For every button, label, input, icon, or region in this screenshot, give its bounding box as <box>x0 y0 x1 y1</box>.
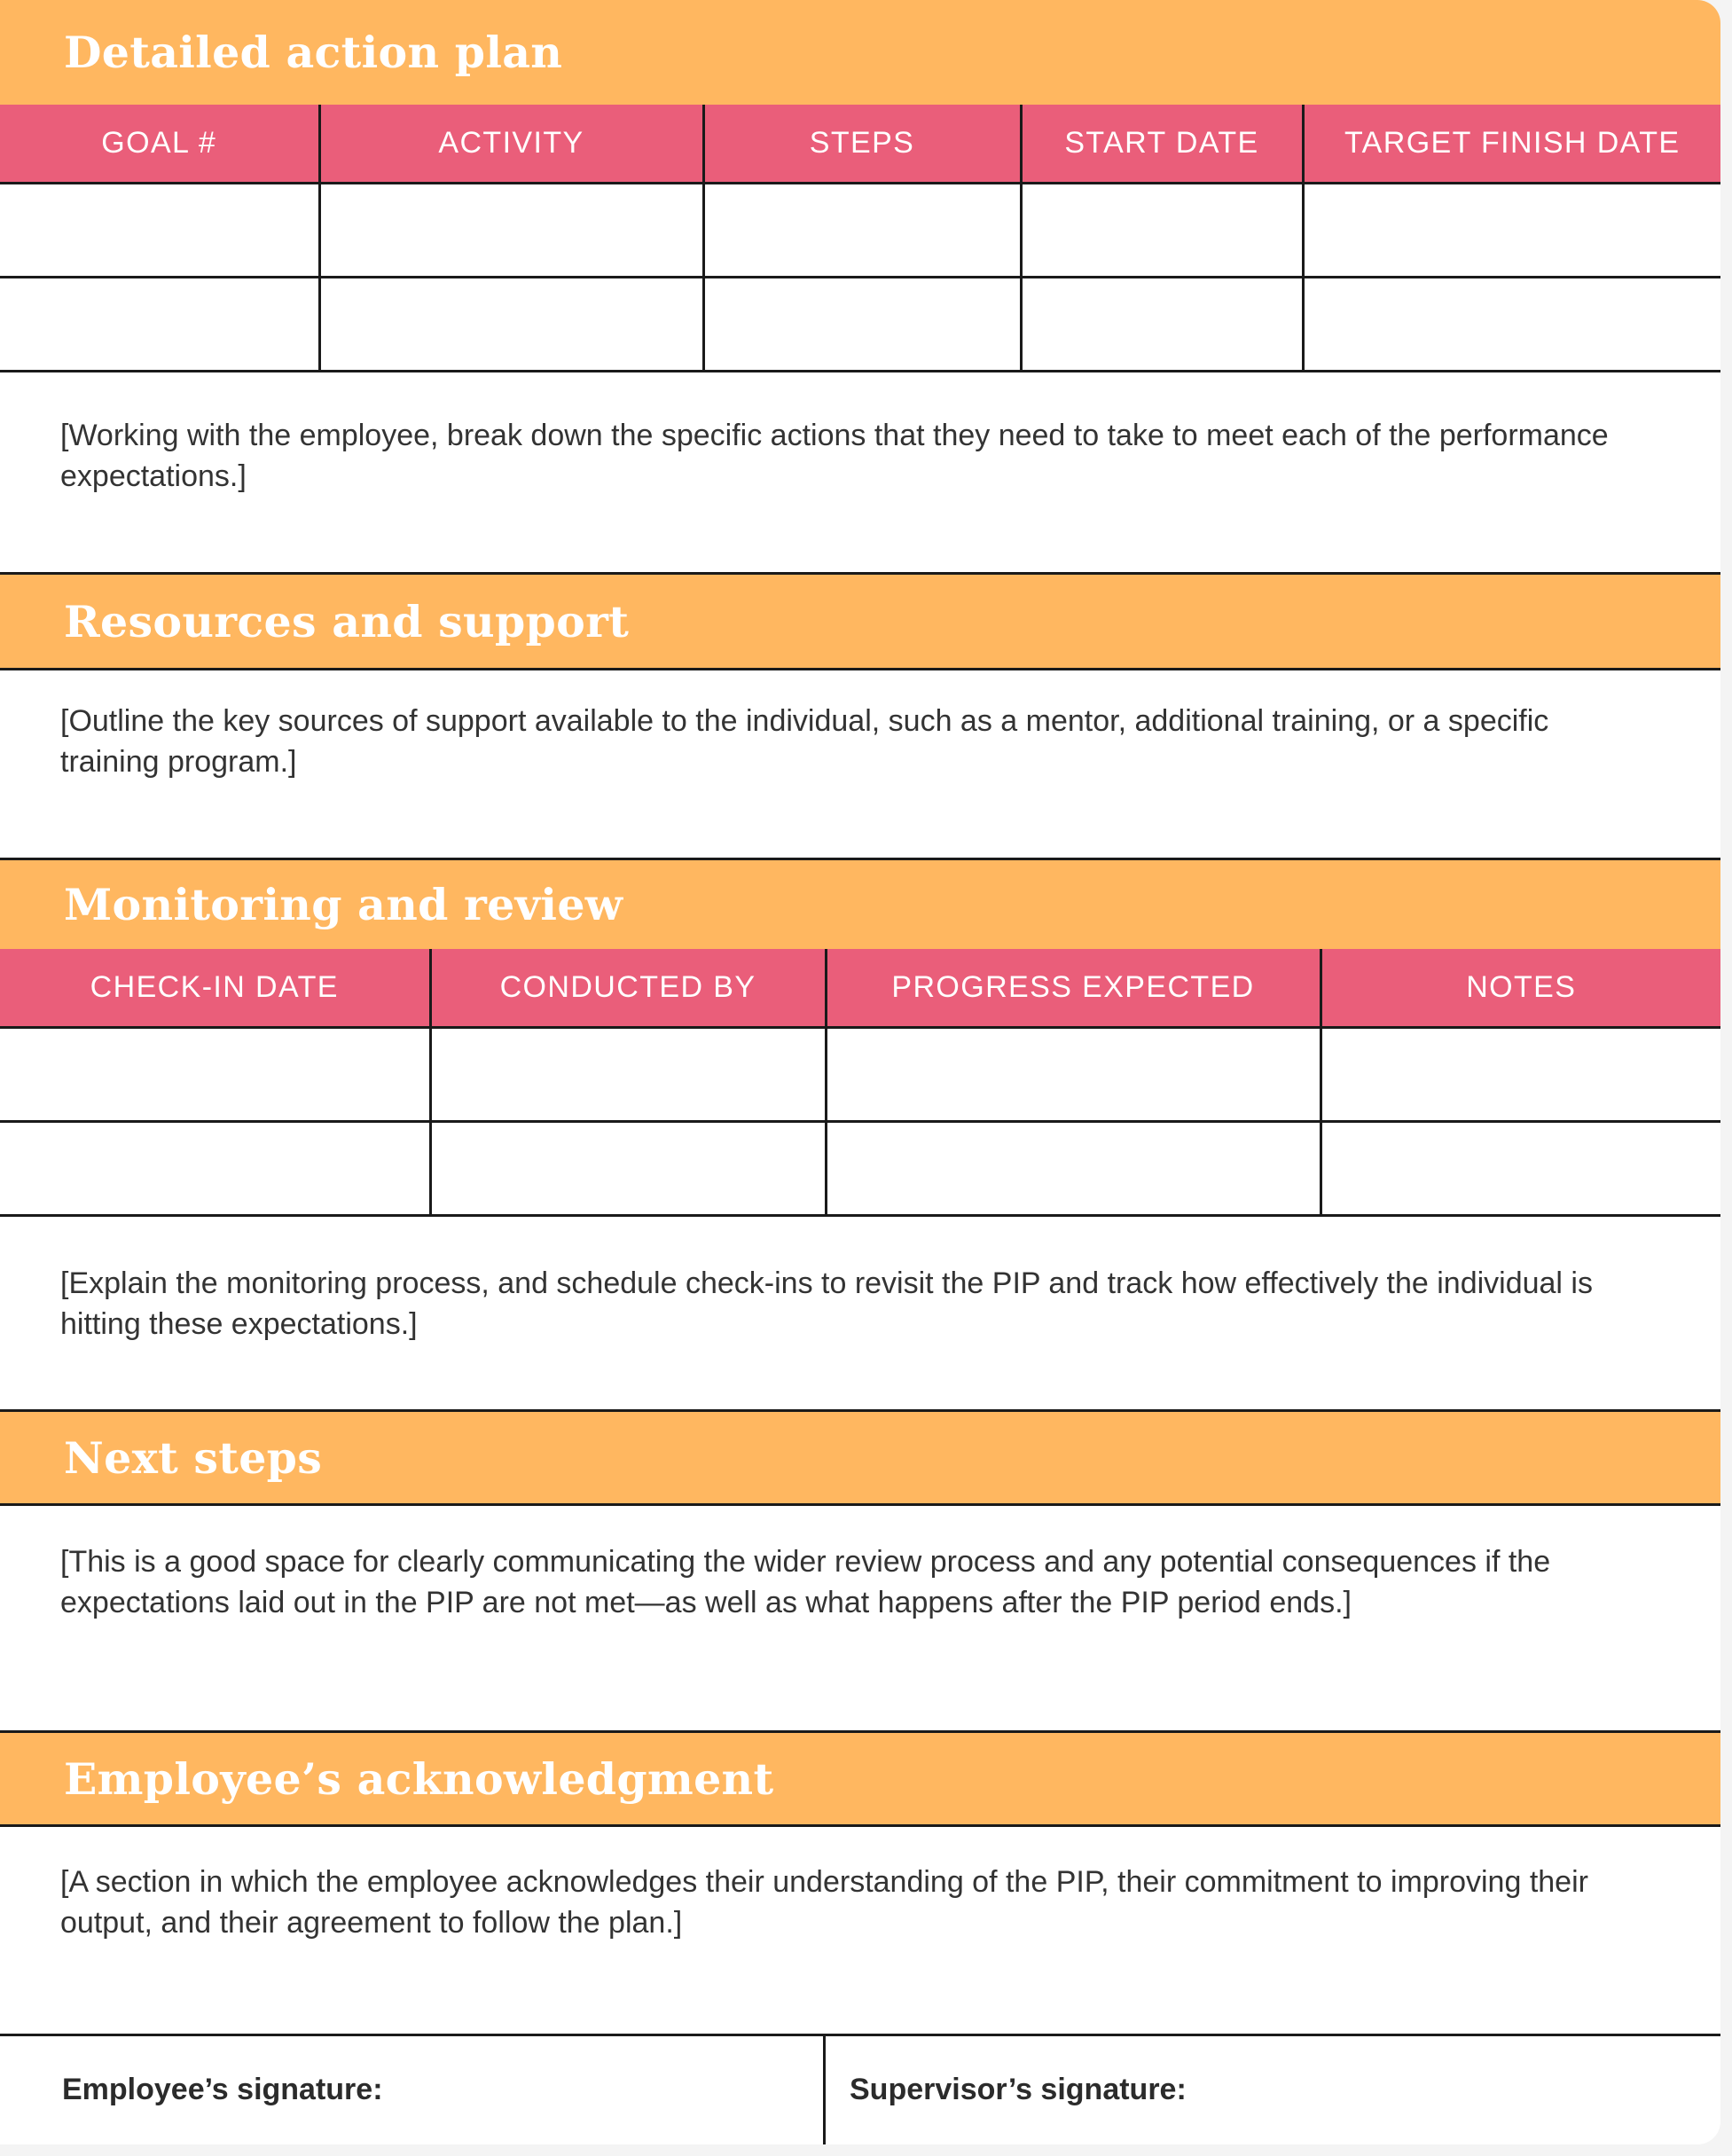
section-title-monitoring: Monitoring and review <box>64 879 623 930</box>
table-cell[interactable] <box>0 278 319 372</box>
action-plan-table <box>0 105 1720 372</box>
table-cell[interactable] <box>1303 184 1720 278</box>
table-header-row <box>0 105 1720 184</box>
column-header-activity: ACTIVITY <box>319 105 703 184</box>
table-cell[interactable] <box>0 184 319 278</box>
signature-top-rule <box>0 2034 1720 2036</box>
table-cell[interactable] <box>826 1028 1321 1122</box>
table-cell[interactable] <box>430 1122 826 1216</box>
column-header-progress-expected: PROGRESS EXPECTED <box>826 949 1321 1028</box>
table-cell[interactable] <box>703 184 1021 278</box>
table-row <box>0 278 1720 372</box>
table-row <box>0 184 1720 278</box>
section-header-acknowledgment <box>0 1730 1720 1827</box>
employee-signature-label: Employee’s signature: <box>62 2073 383 2106</box>
table-cell[interactable] <box>1321 1028 1720 1122</box>
table-cell[interactable] <box>1303 278 1720 372</box>
column-header-notes: NOTES <box>1321 949 1720 1028</box>
section-description-monitoring: [Explain the monitoring process, and schedule check-ins to revisit the PIP and track how effectively the individual is hitting these expectations.] <box>60 1266 1593 1341</box>
table-cell[interactable] <box>703 278 1021 372</box>
section-title-action-plan: Detailed action plan <box>64 27 563 78</box>
section-header-action-plan <box>0 0 1720 107</box>
section-header-resources <box>0 572 1720 670</box>
column-header-start-date: START DATE <box>1021 105 1303 184</box>
monitoring-table <box>0 949 1720 1217</box>
column-header-check-in-date: CHECK-IN DATE <box>0 949 430 1028</box>
section-description-resources: [Outline the key sources of support available to the individual, such as a mentor, additional training, or a specific training program.] <box>60 704 1549 779</box>
table-row <box>0 1122 1720 1216</box>
table-cell[interactable] <box>1021 278 1303 372</box>
table-row <box>0 1028 1720 1122</box>
signature-divider <box>823 2036 826 2144</box>
table-cell[interactable] <box>1021 184 1303 278</box>
section-header-monitoring <box>0 858 1720 952</box>
section-description-action-plan: [Working with the employee, break down the specific actions that they need to take to meet each of the performance expectations.] <box>60 419 1609 493</box>
table-cell[interactable] <box>1321 1122 1720 1216</box>
table-cell[interactable] <box>319 184 703 278</box>
table-header-row <box>0 949 1720 1028</box>
table-cell[interactable] <box>319 278 703 372</box>
table-cell[interactable] <box>0 1122 430 1216</box>
table-cell[interactable] <box>826 1122 1321 1216</box>
table-cell[interactable] <box>430 1028 826 1122</box>
supervisor-signature-label: Supervisor’s signature: <box>850 2073 1187 2106</box>
section-title-resources: Resources and support <box>64 595 630 647</box>
section-header-next-steps <box>0 1409 1720 1506</box>
column-header-goal: GOAL # <box>0 105 319 184</box>
column-header-target-finish-date: TARGET FINISH DATE <box>1303 105 1720 184</box>
table-cell[interactable] <box>0 1028 430 1122</box>
section-description-next-steps: [This is a good space for clearly communicating the wider review process and any potential consequences if the expectations laid out in the PIP are not met—as well as what happens after the PIP period ends.] <box>60 1545 1551 1619</box>
section-title-acknowledgment: Employee’s acknowledgment <box>64 1752 774 1805</box>
column-header-steps: STEPS <box>703 105 1021 184</box>
column-header-conducted-by: CONDUCTED BY <box>430 949 826 1028</box>
section-title-next-steps: Next steps <box>64 1431 323 1484</box>
section-description-acknowledgment: [A section in which the employee acknowledges their understanding of the PIP, their commitment to improving their output, and their agreement to follow the plan.] <box>60 1865 1588 1940</box>
